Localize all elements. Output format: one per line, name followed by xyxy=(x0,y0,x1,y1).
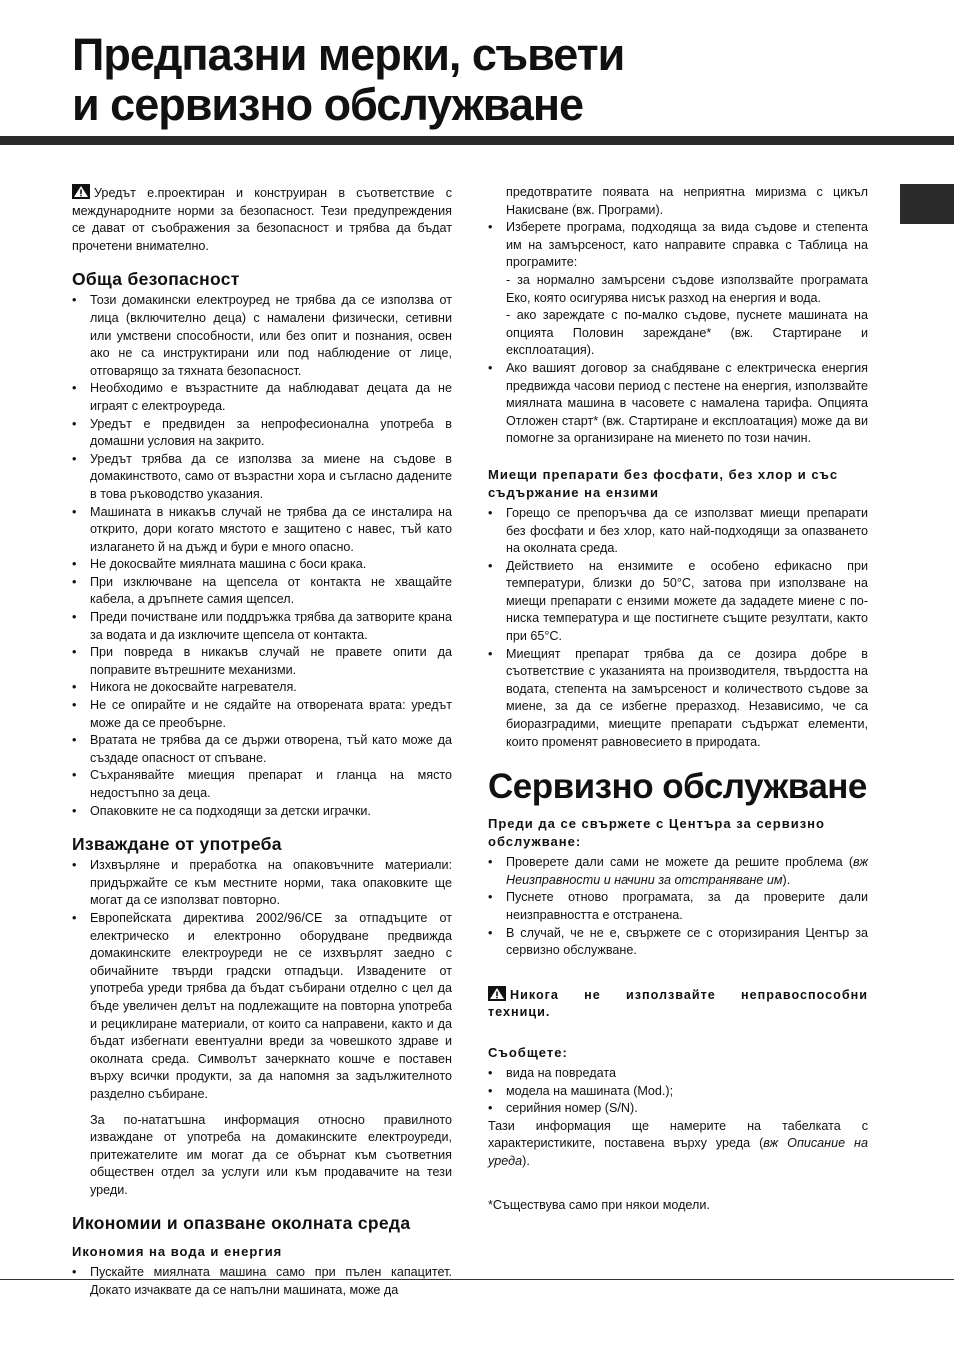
list-item: • Опаковките не са подходящи за детски играчки. xyxy=(72,803,452,821)
economy-list xyxy=(488,219,868,448)
list-item: • В случай, че не е, свържете се с оторизирания Център за сервизно обслужване. xyxy=(488,925,868,960)
warning-triangle-icon xyxy=(72,184,90,199)
list-item: • вида на повредата xyxy=(488,1065,868,1083)
service-item-end: ). xyxy=(782,872,791,887)
intro-text: Уредът е.проектиран и конструиран в съответствие с международните норми за безопасност. Тези предупреждения се дават от съображения за безопасност и трябва да бъдат прочетени внимателно. xyxy=(72,186,452,253)
list-item: • Не се опирайте и не сядайте на отворената врата: уредът може да се преобърне. xyxy=(72,697,452,732)
page-title xyxy=(72,30,624,130)
service-item-text: Проверете дали сами не можете да решите проблема ( xyxy=(506,855,854,870)
list-item: • Вратата не трябва да се държи отворена, тъй като може да създаде опасност от спъване. xyxy=(72,732,452,767)
service-warning xyxy=(488,986,868,1022)
list-item: • Необходимо е възрастните да наблюдават децата да не играят с електроуреда. xyxy=(72,380,452,415)
title-divider xyxy=(0,136,954,145)
list-item: • модела на машината (Mod.); xyxy=(488,1083,868,1101)
right-column xyxy=(488,184,868,1214)
list-item: • Миещият препарат трябва да се дозира добре в съответствие с указанията на производителя, твърдостта на водата, степента на замърсеност и количеството съдове за миене, за да се избегне преразход. Независимо, че са биоразградими, миещите препарати съдържат елементи, които променят равновесието в природата. xyxy=(488,646,868,752)
list-item: • Никога не докосвайте нагревателя. xyxy=(72,679,452,697)
footnote: *Съществува само при някои модели. xyxy=(488,1197,710,1212)
service-warning-text: Никога не използвайте неправоспособни техници. xyxy=(488,987,868,1020)
section-tab-marker xyxy=(900,184,954,224)
disposal-heading: Изваждане от употреба xyxy=(72,834,282,855)
general-safety-heading: Обща безопасност xyxy=(72,269,240,290)
list-item: • Пускайте миялната машина само при пълен капацитет. Докато изчаквате да се напълни машината, може да xyxy=(72,1264,452,1299)
service-item-reference: вж Неизправности и начини за отстраняване им xyxy=(506,855,868,887)
list-item: • Машината в никакъв случай не трябва да се инсталира на открито, дори когато мястото е защитено с навес, тъй като излагането й на дъжд и бури е много опасно. xyxy=(72,504,452,557)
service-heading: Сервизно обслужване xyxy=(488,767,867,807)
list-item xyxy=(488,219,868,360)
service-list xyxy=(488,854,868,960)
list-item: • Съхранявайте миещия препарат и гланца на място недостъпно за деца. xyxy=(72,767,452,802)
warning-triangle-icon xyxy=(488,986,506,1001)
list-item xyxy=(488,854,868,889)
list-item: • серийния номер (S/N). xyxy=(488,1100,868,1118)
list-item: • Ако вашият договор за снабдяване с електрическа енергия предвижда часови период с пестене на енергия, използвайте миялната машина в часовете с намалена тарифа. Опцията Отложен старт* (вж. Стартиране и експлоатация) може да ви помогне за организиране на миенето по този начин. xyxy=(488,360,868,448)
list-item: • Горещо се препоръчва да се използват миещи препарати без фосфати и без хлор, като най-подходящи за опазването на околната среда. xyxy=(488,505,868,558)
service-info-end: ). xyxy=(522,1153,530,1168)
service-info-text: Тази информация ще намерите на табелката с характеристиките, поставена върху уреда ( xyxy=(488,1118,868,1151)
list-item: • Уредът е предвиден за непрофесионална употреба в домашни условия на закрито. xyxy=(72,416,452,451)
disposal-note: За по-нататъшна информация относно правилното изваждане от употреба на домакинските електроуреди, притежателите им могат да се обърнат към съответния обществен отдел за услуги или към продавачите на тези уреди. xyxy=(90,1112,452,1197)
page-title-line-1: Предпазни мерки, съвети xyxy=(72,29,625,80)
service-info-reference: вж Описание на уреда xyxy=(488,1136,868,1168)
page-title-line-2: и сервизно обслужване xyxy=(72,79,584,130)
list-item: • Уредът трябва да се използва за миене на съдове в домакинството, само от възрастни хора и съгласно дадените в това ръководство указания. xyxy=(72,451,452,504)
list-item: • При изключване на щепсела от контакта не хващайте кабела, а дръпнете самия щепсел. xyxy=(72,574,452,609)
list-item: • Този домакински електроуред не трябва да се използва от лица (включително деца) с намалени физически, сетивни или умствени способности, или без опит и познания, освен ако не са инструктирани или под наблюдение от лице, отговарящо за тяхната безопасност. xyxy=(72,292,452,380)
list-item: • Изхвърляне и преработка на опаковъчните материали: придържайте се към местните норми, така опаковките ще могат да се използват повторно. xyxy=(72,857,452,910)
list-item: • Действието на ензимите е особено ефикасно при температури, близки до 50°C, затова при използване на миещи препарати с ензими можете да зададете миене с по-ниска температура и ще постигнете същите резултати, както при 65°C. xyxy=(488,558,868,646)
report-list xyxy=(488,1065,868,1118)
detergents-list xyxy=(488,505,868,751)
list-item: • Европейската директива 2002/96/CE за отпадъците от електрическо и електронно оборудване предвижда домакинските електроуреди не се изхвърлят заедно с обичайните твърди градски отпадъци. Извадените от употреба уреди трябва да бъдат събирани отделно с цел да бъде увеличен делът на подлежащите на повторна употреба и рециклиране материали, от които са направени, както и да бъдат избегнати евентуални вреди за човешкото здраве и околната среда. Символът зачеркнато кошче е поставен върху всички продукти, за да напомня за задължителното разделно събиране. xyxy=(72,910,452,1104)
economy-sub-item: - ако зареждате с по-малко съдове, пуснете машината на опцията Половин зареждане* (вж. Стартиране и експлоатация). xyxy=(506,308,868,358)
list-item: • При повреда в никакъв случай не правете опити да поправите вътрешните механизми. xyxy=(72,644,452,679)
list-item: • Пуснете отново програмата, за да проверите дали неизправността е отстранена. xyxy=(488,889,868,924)
general-safety-list xyxy=(72,292,452,820)
economy-sub-item: - за нормално замърсени съдове използвайте програмата Еко, която осигурява нисък разход на енергия и вода. xyxy=(506,272,868,305)
list-item: • Преди почистване или поддръжка трябва да затворите крана за водата и да изключите щепсела от контакта. xyxy=(72,609,452,644)
service-info xyxy=(488,1118,868,1171)
list-item: • Не докосвайте миялната машина с боси крака. xyxy=(72,556,452,574)
detergents-heading: Миещи препарати без фосфати, без хлор и със съдържание на ензими xyxy=(488,466,839,500)
left-column xyxy=(72,184,452,1300)
bottom-divider xyxy=(0,1279,954,1280)
intro-paragraph xyxy=(72,184,452,255)
economy-item-continued: предотвратите появата на неприятна миризма с цикъл Накисване (вж. Програми). xyxy=(506,185,868,217)
economy-heading: Икономии и опазване околната среда xyxy=(72,1213,411,1234)
report-heading: Съобщете: xyxy=(488,1044,568,1060)
service-before-heading: Преди да се свържете с Центъра за сервизно обслужване: xyxy=(488,816,825,850)
economy-subheading: Икономия на вода и енергия xyxy=(72,1244,283,1260)
disposal-list xyxy=(72,857,452,1103)
economy-item-text: Изберете програма, подходяща за вида съдове и степента им на замърсеност, като направите справка с Таблица на програмите: xyxy=(506,220,868,270)
economy-list-start xyxy=(72,1264,452,1299)
